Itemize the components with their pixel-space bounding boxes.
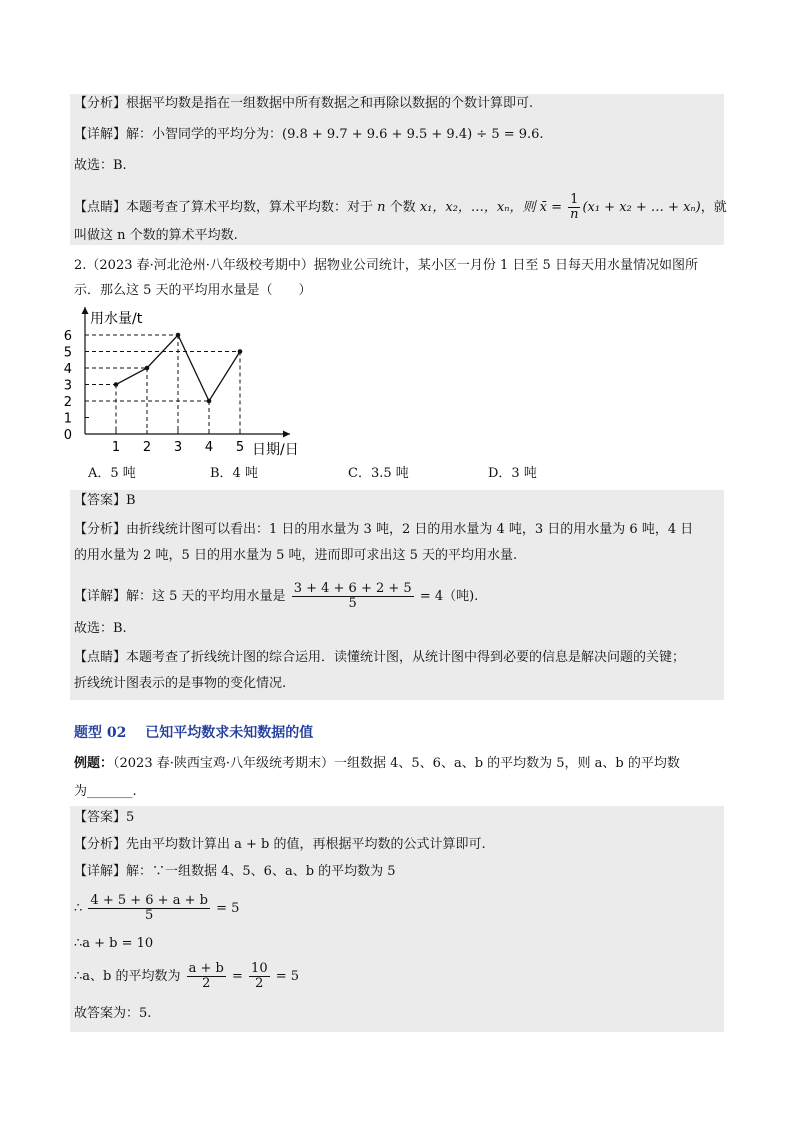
step-3-den-1: 2 <box>202 976 211 991</box>
step-3-fraction-1 <box>187 962 226 991</box>
comment-frac-den: n <box>570 207 579 222</box>
step-1-prefix: ∴ <box>74 901 83 916</box>
step-3-prefix: ∴a、b 的平均数为 <box>74 969 181 984</box>
comment-line-b: 折线统计图表示的是事物的变化情况. <box>74 676 287 691</box>
y-tick-label-0: 0 <box>63 428 72 443</box>
detail-frac-den: 5 <box>348 596 357 611</box>
x-tick-label-4: 4 <box>204 440 214 455</box>
answer-text-3: 【答案】5 <box>74 810 135 825</box>
section-heading: 题型 02 已知平均数求未知数据的值 <box>74 725 314 741</box>
detail-text <box>74 127 544 143</box>
step-3-fraction-2 <box>249 962 270 991</box>
comment-fraction <box>568 193 580 222</box>
comment-formula-rhs: (x₁ + x₂ + … + xₙ) <box>582 200 701 215</box>
question-2-line-1: 2.（2023 春·河北沧州·八年级校考期中）据物业公司统计，某小区一月份 1 日至 5 日每天用水量情况如图所 <box>74 258 698 273</box>
y-axis-title: 用水量/t <box>90 311 143 327</box>
option-a[interactable]: A．5 吨 <box>88 466 136 481</box>
detail-suffix-2: = 4（吨). <box>419 589 479 604</box>
x-axis-title: 日期/日 <box>252 442 299 458</box>
y-tick-label-4: 4 <box>63 362 72 377</box>
step-1 <box>74 894 239 923</box>
step-3-num-2: 10 <box>251 961 268 976</box>
y-tick-label-1: 1 <box>63 411 72 427</box>
y-tick-label-3: 3 <box>63 378 72 394</box>
answer-text: 【答案】B <box>74 493 136 508</box>
x-tick-label-1: 1 <box>111 440 121 455</box>
step-3-mid: = <box>232 969 243 984</box>
x-tick-label-5: 5 <box>235 440 245 455</box>
data-point-2 <box>145 366 150 371</box>
step-1-suffix: = 5 <box>216 901 240 916</box>
analysis-line-1: 【分析】由折线统计图可以看出：1 日的用水量为 3 吨，2 日的用水量为 4 吨，3 日的用水量为 6 吨，4 日 <box>74 522 694 537</box>
choose-text: 故选：B. <box>74 158 127 173</box>
analysis-line-2: 的用水量为 2 吨，5 日的用水量为 5 吨，进而即可求出这 5 天的平均用水量. <box>74 548 518 563</box>
data-point-5 <box>238 349 243 354</box>
analysis-text-3: 【分析】先由平均数计算出 a + b 的值，再根据平均数的公式计算即可. <box>74 837 486 852</box>
water-usage-line-chart <box>60 302 330 462</box>
choose-text-2: 故选：B. <box>74 621 127 636</box>
option-b[interactable]: B．4 吨 <box>210 466 258 481</box>
option-d[interactable]: D．3 吨 <box>488 466 537 481</box>
step-1-den: 5 <box>145 908 154 923</box>
detail-text-2 <box>74 582 478 611</box>
final-answer: 故答案为：5. <box>74 1006 152 1021</box>
comment-line-2: 叫做这 n 个数的算术平均数. <box>74 228 238 243</box>
example-text: （2023 春·陕西宝鸡·八年级统考期末）一组数据 4、5、6、a、b 的平均数为 5，则 a、b 的平均数 <box>113 756 680 771</box>
comment-end: ，就 <box>700 200 727 215</box>
y-tick-label-5: 5 <box>63 345 72 361</box>
detail-text-3: 【详解】解：∵一组数据 4、5、6、a、b 的平均数为 5 <box>74 864 396 879</box>
detail-fraction <box>292 582 414 611</box>
comment-mid: 个数 <box>389 200 416 215</box>
example-label: 例题： <box>74 756 114 771</box>
example-line-1 <box>74 756 680 772</box>
comment-formula-lhs: x̄ = <box>539 200 563 215</box>
x-tick-label-3: 3 <box>173 440 183 455</box>
solution-block-1 <box>70 94 724 245</box>
detail-prefix-2: 【详解】解：这 5 天的平均用水量是 <box>74 589 286 604</box>
step-1-num: 4 + 5 + 6 + a + b <box>90 893 208 908</box>
y-tick-label-6: 6 <box>63 329 72 344</box>
step-3 <box>74 962 299 991</box>
x-tick-label-2: 2 <box>142 440 152 455</box>
example-line-2: 为_______. <box>74 784 137 799</box>
data-point-1 <box>114 382 119 387</box>
data-point-3 <box>176 333 181 338</box>
step-1-fraction <box>88 894 210 923</box>
data-point-4 <box>207 399 212 404</box>
y-tick-label-2: 2 <box>63 395 72 410</box>
comment-text <box>74 193 727 222</box>
analysis-text: 【分析】根据平均数是指在一组数据中所有数据之和再除以数据的个数计算即可. <box>74 96 534 111</box>
detail-prefix: 【详解】解：小智同学的平均分为： <box>74 127 283 142</box>
comment-prefix: 【点睛】本题考查了算术平均数，算术平均数：对于 <box>74 200 374 215</box>
step-2: ∴a + b = 10 <box>74 936 154 951</box>
step-3-suffix: = 5 <box>275 969 300 984</box>
comment-vars: x₁，x₂，…，xₙ，则 <box>419 200 536 215</box>
step-3-den-2: 2 <box>255 976 264 991</box>
comment-frac-num: 1 <box>570 192 579 207</box>
detail-formula: (9.8 + 9.7 + 9.6 + 9.5 + 9.4) ÷ 5 = 9.6 <box>282 127 540 142</box>
comment-n: n <box>377 200 386 215</box>
comment-line-a: 【点睛】本题考查了折线统计图的综合运用．读懂统计图，从统计图中得到必要的信息是解决问题的关键； <box>74 650 686 665</box>
detail-end: . <box>539 127 544 142</box>
option-c[interactable]: C．3.5 吨 <box>348 466 409 481</box>
step-3-num-1: a + b <box>188 961 224 976</box>
detail-frac-num: 3 + 4 + 6 + 2 + 5 <box>293 581 412 596</box>
question-2-line-2: 示．那么这 5 天的平均用水量是（ ） <box>74 283 312 298</box>
